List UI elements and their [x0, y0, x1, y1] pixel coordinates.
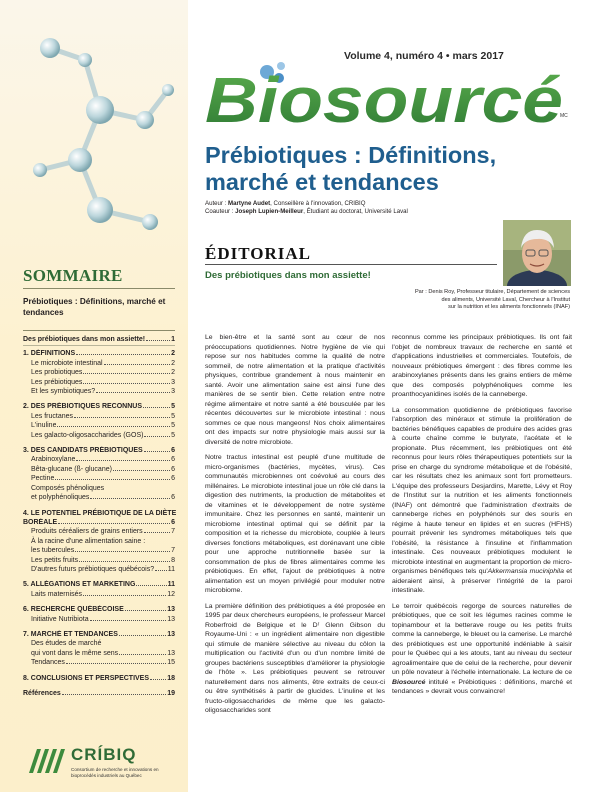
toc-item: et polyphénoliques 6	[31, 494, 175, 502]
paragraph: Le terroir québécois regorge de sources naturelles de prébiotiques, que ce soit les légumes racines comme le topinambour et la betterave rouge ou les petits fruits comme la canneberge, le bleuet ou la camerise. Le marché des prébiotiques est une opportunité indéniable à saisir pour le Québec qui a les atouts, tant au niveau du secteur agroalimentaire que de celui de la recherche, pour devenir un pôle novateur à l'échelle internationale. La lecture de ce Biosourcé intitulé « Prébiotiques : définitions, marché et tendances » devrait vous convaincre!	[392, 602, 572, 695]
paragraph: reconnus comme les principaux prébiotiques. Ils ont fait l'objet de nombreux travaux de recherche en santé et d'applications industrielles et commerciales. Toutefois, de nouveaux prébiotiques émergent : des fibres comme les arabinoxylanes présents dans les grains entiers de même que des composés polyphénoliques comme les proanthocyanidines isolés de la canneberge.	[392, 334, 572, 398]
toc-item: 1. DÉFINITIONS 2	[23, 350, 175, 358]
portrait-photo	[503, 220, 571, 286]
author-name: Martyne Audet	[228, 200, 271, 207]
toc-item: D'autres futurs prébiotiques québécois? 11	[31, 565, 175, 573]
author-line: Auteur : Martyne Audet, Conseillère à l'innovation, CRIBIQ	[205, 200, 366, 207]
cribiq-logo-icon	[27, 745, 67, 775]
toc-item: Arabinoxylane 6	[31, 456, 175, 464]
toc-item: 5. ALLÉGATIONS ET MARKETING 11	[23, 581, 175, 589]
biosource-logo	[205, 62, 570, 130]
toc-item: Les galacto-oligosaccharides (GOS) 5	[31, 431, 175, 439]
toc-item: Et les symbiotiques? 3	[31, 388, 175, 396]
toc-item: L'inuline 5	[31, 422, 175, 430]
trademark: MC	[560, 113, 568, 119]
cribiq-name: CRÍBIQ	[71, 745, 137, 764]
issue-info: Volume 4, numéro 4 • mars 2017	[344, 50, 504, 62]
toc-item: Produits céréaliers de grains entiers 7	[31, 528, 175, 536]
toc-item: Les probiotiques 2	[31, 369, 175, 377]
toc-item: les tubercules 7	[31, 547, 175, 555]
sommaire-title: SOMMAIRE	[23, 266, 123, 285]
paragraph: Le bien-être et la santé sont au cœur de nos préoccupations quotidiennes. Notre hygiène de vie qui repose sur nos habitudes comme la qualité de notre sommeil, de notre alimentation et la pratique d'activités physiques, contribue grandement à nous maintenir en santé. Avoir une alimentation saine est ainsi l'une des manières de se sentir bien. Cette relation entre notre régime alimentaire et notre santé a été bousculée par les récentes découvertes sur le microbiote intestinal : nous sommes ce que nous mangeons! Nos choix alimentaires ont des impacts sur notre physiologie mais aussi sur la diversité de notre microbiote.	[205, 334, 385, 446]
toc-item: Tendances 15	[31, 659, 175, 667]
svg-text:Biosourcé: Biosourcé	[205, 64, 563, 130]
molecule-illustration	[0, 0, 188, 260]
toc-item: 2. DES PRÉBIOTIQUES RECONNUS 5	[23, 403, 175, 411]
divider	[23, 330, 175, 331]
divider	[23, 288, 175, 289]
paragraph: La première définition des prébiotiques a été proposée en 1995 par deux chercheurs européens, le professeur Marcel Roberfroid de Belgique et le Dʳ Glenn Gibson du Royaume-Uni : « un ingrédient alimentaire non digestible qui stimule de manière sélective au niveau du côlon la multiplication ou l'activité d'un ou d'un nombre limité de groupes bactériens susceptibles d'améliorer la physiologie de l'hôte ». Les prébiotiques peuvent se retrouver naturellement dans nos aliments, être extraits de ceux-ci ou être synthétisés à partir de glucides. L'inuline et les fructo-oligosaccharides de même que les galacto-oligosaccharides sont	[205, 602, 385, 714]
toc-item: Composés phénoliques	[31, 484, 105, 492]
table-of-contents	[23, 335, 175, 698]
toc-item: Bêta-glucane (ß- glucane) 6	[31, 465, 175, 473]
toc-item: 7. MARCHÉ ET TENDANCES 13	[23, 630, 175, 638]
sidebar	[0, 0, 188, 792]
toc-item: 6. RECHERCHE QUÉBÉCOISE 13	[23, 606, 175, 614]
toc-item: Les prébiotiques 3	[31, 378, 175, 386]
page-title: Prébiotiques : Définitions, marché et tendances	[205, 142, 497, 195]
toc-item: Pectine 6	[31, 475, 175, 483]
body-column-1	[205, 333, 385, 722]
authors	[205, 200, 408, 217]
toc-item: Initiative Nutribiota 13	[31, 615, 175, 623]
toc-item: 8. CONCLUSIONS ET PERSPECTIVES 18	[23, 674, 175, 682]
editorial-subtitle: Des prébiotiques dans mon assiette!	[205, 270, 371, 281]
body-column-2	[392, 333, 572, 703]
toc-item: Références 19	[23, 690, 175, 697]
coauthor-name: Joseph Lupien-Meilleur	[235, 208, 304, 216]
toc-item: BORÉALE 6	[23, 518, 175, 526]
toc-item: À la racine d'une alimentation saine :	[31, 537, 146, 545]
editorial-byline: Par : Denis Roy, Professeur titulaire, Département de sciences des aliments, Université Laval, Chercheur à l'Institut sur la nutrition et les aliments fonctionnels (INAF)	[414, 289, 570, 311]
sommaire-subtitle: Prébiotiques : Définitions, marché et tendances	[23, 297, 166, 317]
toc-item: 3. DES CANDIDATS PRÉBIOTIQUES 6	[23, 447, 175, 455]
toc-item: Le microbiote intestinal 2	[31, 359, 175, 367]
toc-item: Les fructanes 5	[31, 412, 175, 420]
toc-item: Des prébiotiques dans mon assiette! 1	[23, 336, 175, 343]
coauthor-line: Coauteur : Joseph Lupien-Meilleur, Étudiant au doctorat, Université Laval	[205, 208, 408, 216]
cribiq-description: Consortium de recherche et innovations en bioprocédés industriels au Québec	[71, 767, 159, 778]
divider	[205, 264, 497, 265]
paragraph: Notre tractus intestinal est peuplé d'une multitude de micro-organismes (bactéries, mycètes, virus). Ces communautés microbiennes ont coévolué au cours des millénaires. Le microbiote intestinal joue un rôle clé dans la digestion des nutriments, la production de métabolites et de vitamines et le développement de notre système immunitaire. Chez les personnes en santé, maintenir un microbiome intestinal optimal qui se définit par la composition et la richesse du microbiote, couplée à leurs diverses fonctions métaboliques, est dorénavant une cible pour une approche nutritionnelle basée sur la consommation de plus de fibres alimentaires comme les prébiotiques. En effet, l'ajout de prébiotiques à notre alimentation est un moyen privilégié pour moduler notre microbiome.	[205, 454, 385, 594]
toc-item: qui vont dans le même sens 13	[31, 649, 175, 657]
toc-item: Les petits fruits 8	[31, 556, 175, 564]
toc-item: Des études de marché	[31, 640, 102, 648]
paragraph: La consommation quotidienne de prébiotiques favorise l'absorption des minéraux et stimule la prolifération de bactéries bénéfiques capables de produire des acides gras à courte chaîne comme le butyrate, l'acétate et le propionate. Plus récemment, les prébiotiques ont été reconnus pour leurs rôles thérapeutiques potentiels sur la prise en charge du syndrome métabolique et de l'obésité, car les résultats chez les animaux sont fort prometteurs. L'équipe des professeurs Desjardins, Marette, Lévy et Roy de l'Institut sur la nutrition et les aliments fonctionnels (INAF) ont démontré que l'administration d'extraits de canneberge riches en polyphénols sur des souris en régime à haute teneur en lipides et en sucres (HFHS) pourrait prévenir les syndromes métaboliques tels que l'obésité, la résistance à l'insuline et l'inflammation intestinale. Ces nouveaux prébiotiques modulent le microbiote intestinal en augmentant la proportion de micro-organismes bénéfiques tels qu'Akkermansia muciniphila et aideraient ainsi, à préserver l'intégrité de la paroi intestinale.	[392, 406, 572, 594]
toc-item: 4. LE POTENTIEL PRÉBIOTIQUE DE LA DIÈTE	[23, 509, 177, 517]
toc-item: Laits maternisés 12	[31, 590, 175, 598]
editorial-heading: ÉDITORIAL	[205, 244, 311, 263]
